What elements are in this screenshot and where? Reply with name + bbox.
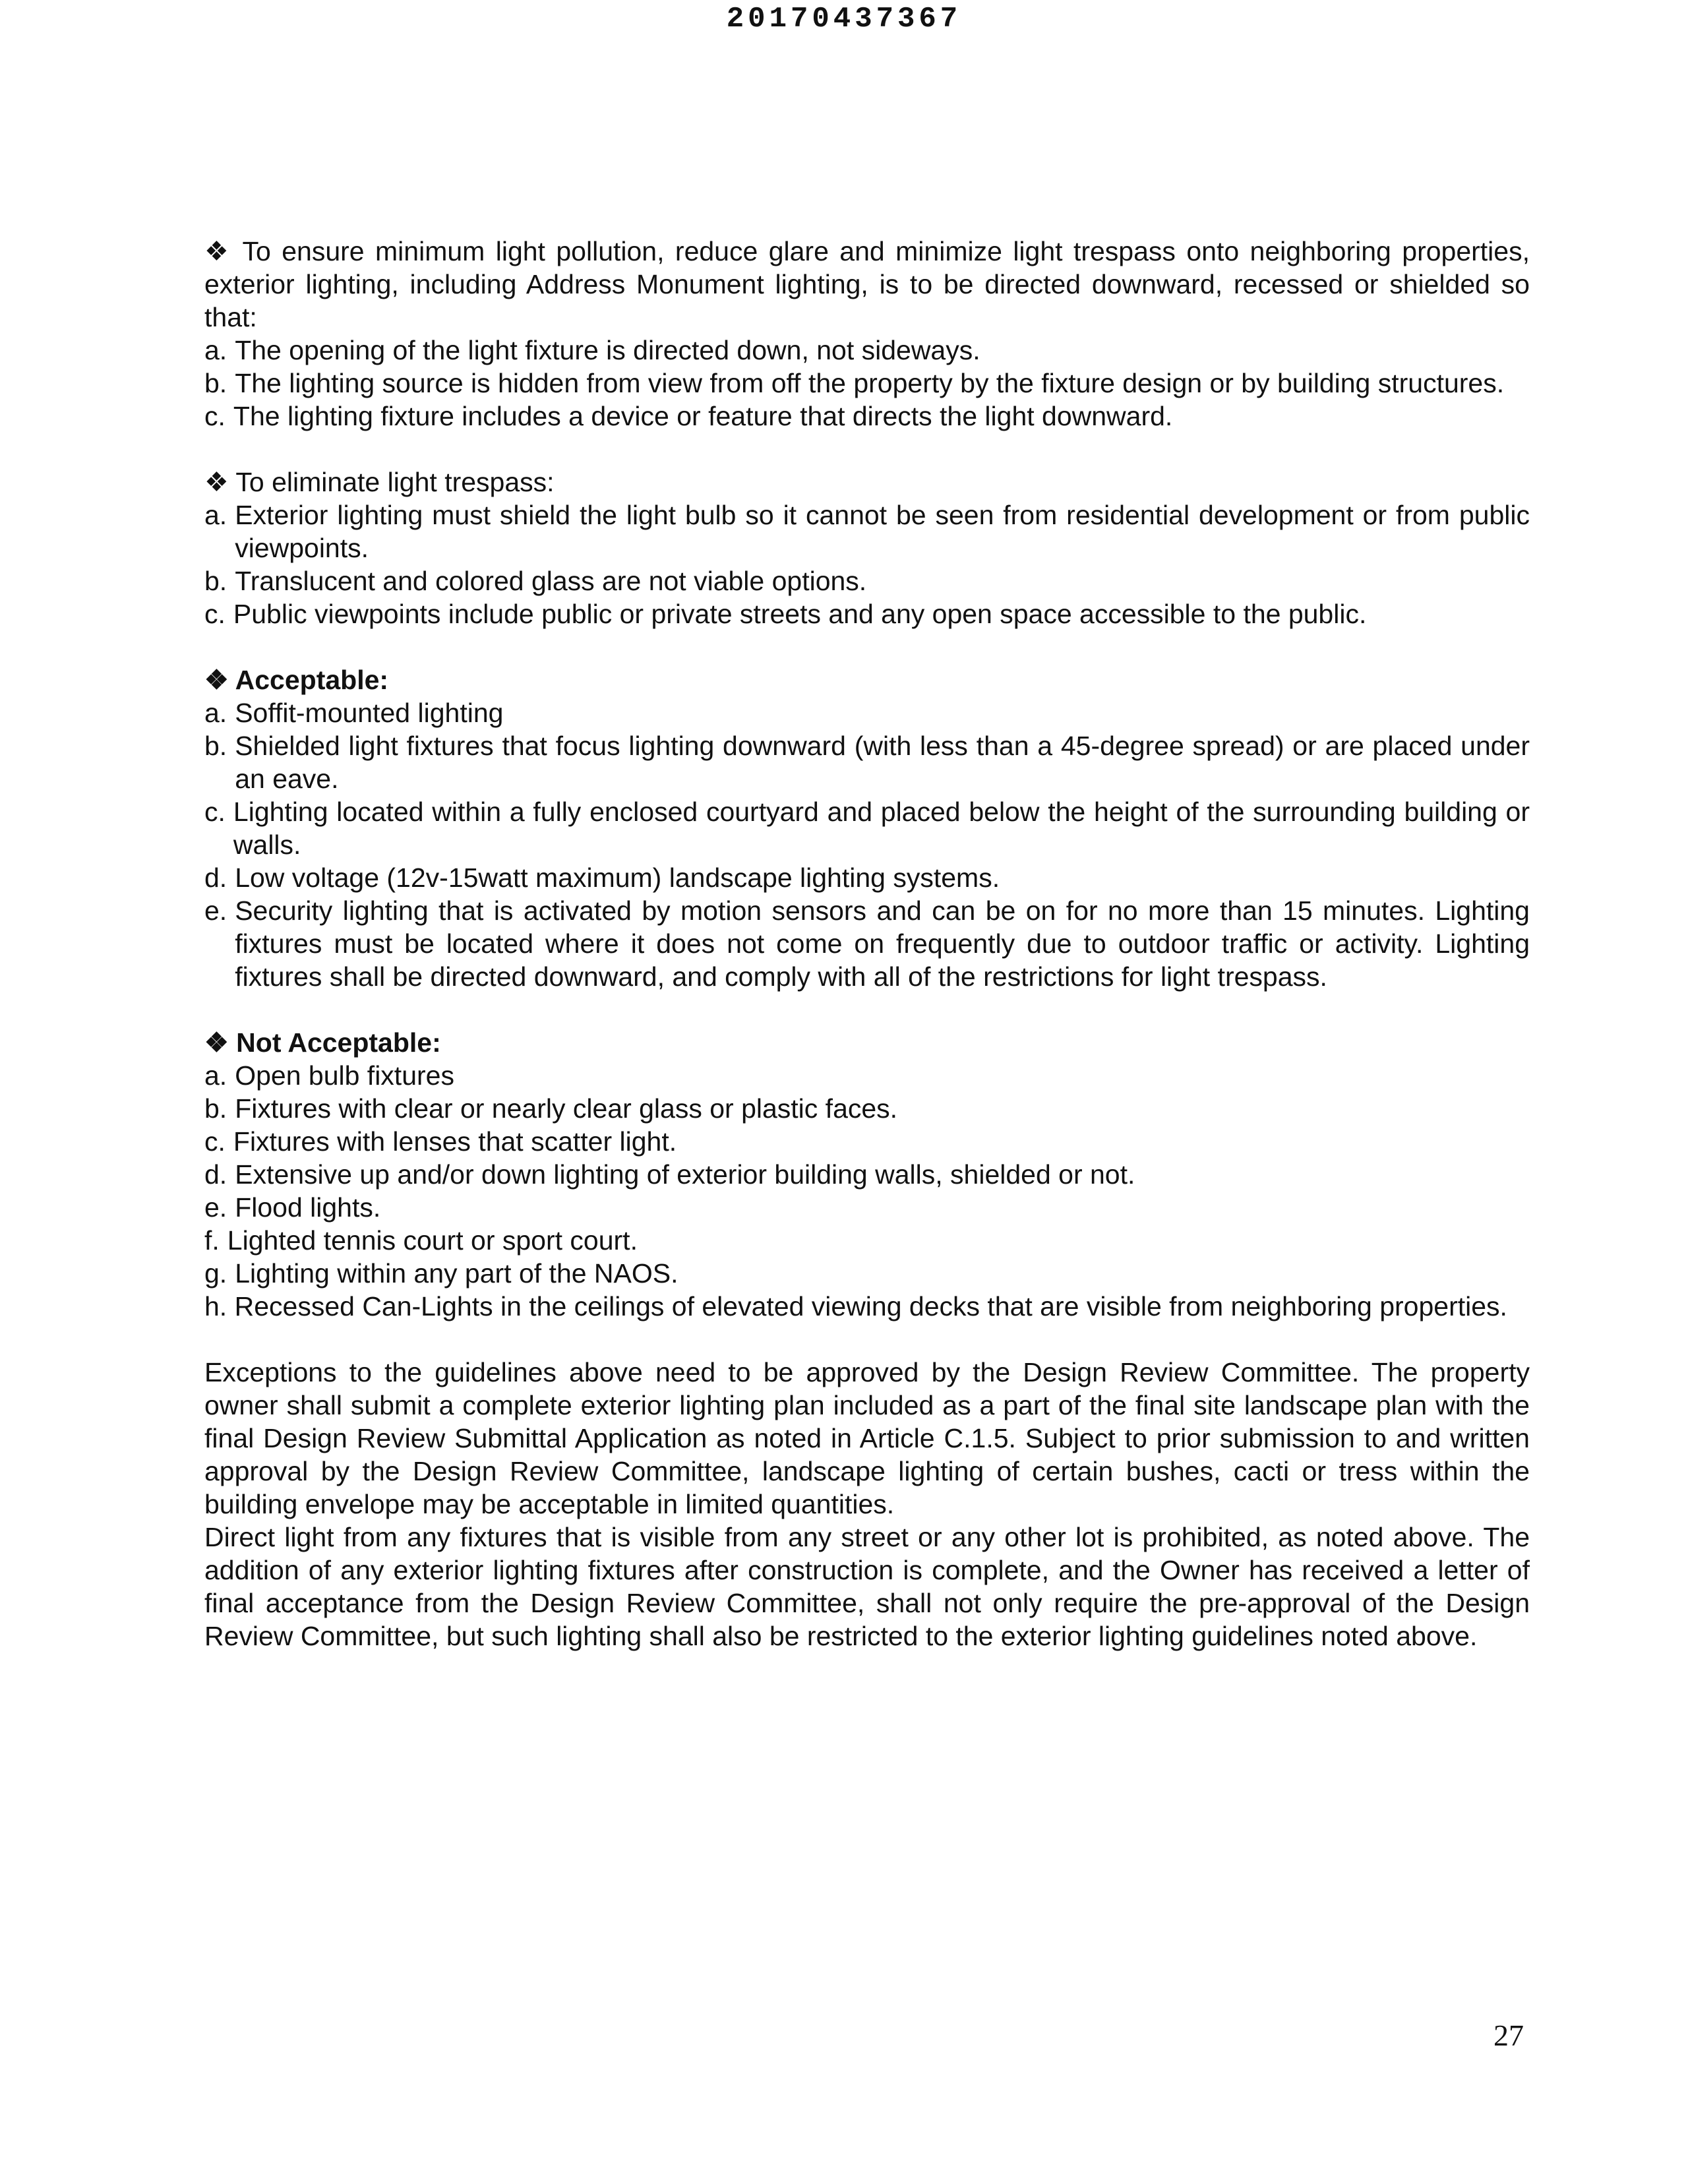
not-acceptable-section xyxy=(204,1026,1530,1323)
list-item-text: Shielded light fixtures that focus lighting downward (with less than a 45-degree spread) or are placed under an eave. xyxy=(235,731,1530,794)
list-item xyxy=(204,1092,1530,1125)
exceptions-section xyxy=(204,1356,1530,1653)
direct-light-paragraph: Direct light from any fixtures that is visible from any street or any other lot is prohibited, as noted above. The addition of any exterior lighting fixtures after construction is complete, and the Owner has received a letter of final acceptance from the Design Review Committee, shall not only require the pre-approval of the Design Review Committee, but such lighting shall also be restricted to the exterior lighting guidelines noted above. xyxy=(204,1522,1530,1651)
diamond-bullet-icon: ❖ xyxy=(204,665,229,695)
list-item xyxy=(204,1191,1530,1224)
list-item-text: Open bulb fixtures xyxy=(235,1060,454,1091)
list-item-text: The lighting source is hidden from view from off the property by the fixture design or by building structures. xyxy=(235,368,1505,398)
list-item xyxy=(204,729,1530,795)
list-item-text: Security lighting that is activated by motion sensors and can be on for no more than 15 minutes. Lighting fixtures must be located where it does not come on frequently due to outdoor traffic or activity. Lighting fixtures shall be directed downward, and comply with all of the restrictions for light trespass. xyxy=(235,895,1530,992)
list-item-letter: c. xyxy=(204,1126,226,1157)
list-item-text: Lighting within any part of the NAOS. xyxy=(235,1258,678,1289)
list-item-letter: d. xyxy=(204,1159,227,1190)
list-item xyxy=(204,1257,1530,1290)
list-item xyxy=(204,696,1530,729)
list-item-text: Lighted tennis court or sport court. xyxy=(227,1225,638,1256)
light-trespass-intro-text: To eliminate light trespass: xyxy=(235,467,555,497)
list-item-text: Extensive up and/or down lighting of exterior building walls, shielded or not. xyxy=(235,1159,1135,1190)
list-item-letter: e. xyxy=(204,895,227,926)
list-item-text: Flood lights. xyxy=(235,1192,381,1223)
list-item-letter: e. xyxy=(204,1192,227,1223)
acceptable-heading xyxy=(204,663,1530,696)
acceptable-heading-text: Acceptable: xyxy=(235,665,389,695)
not-acceptable-heading-text: Not Acceptable: xyxy=(236,1027,441,1058)
light-pollution-intro-text: To ensure minimum light pollution, reduce glare and minimize light trespass onto neighboring properties, exterior lighting, including Address Monument lighting, is to be directed downward, recessed or shielded so that: xyxy=(204,236,1530,332)
list-item-letter: b. xyxy=(204,566,227,596)
list-item-text: The opening of the light fixture is directed down, not sideways. xyxy=(235,335,980,365)
list-item xyxy=(204,1290,1530,1323)
list-item-letter: h. xyxy=(204,1291,227,1321)
list-item-letter: c. xyxy=(204,797,226,827)
list-item-text: Translucent and colored glass are not viable options. xyxy=(235,566,867,596)
list-item-text: Fixtures with lenses that scatter light. xyxy=(233,1126,677,1157)
list-item-letter: c. xyxy=(204,599,226,629)
list-item-text: Low voltage (12v-15watt maximum) landscape lighting systems. xyxy=(235,863,1000,893)
list-item-letter: d. xyxy=(204,863,227,893)
list-item-text: Recessed Can-Lights in the ceilings of elevated viewing decks that are visible from neighboring properties. xyxy=(234,1291,1507,1321)
acceptable-section xyxy=(204,663,1530,993)
light-pollution-section xyxy=(204,235,1530,433)
list-item-letter: a. xyxy=(204,500,227,530)
list-item xyxy=(204,1158,1530,1191)
list-item-letter: b. xyxy=(204,1093,227,1124)
list-item-letter: b. xyxy=(204,731,227,761)
list-item-letter: b. xyxy=(204,368,227,398)
document-number: 20170437367 xyxy=(726,3,962,36)
list-item-text: Lighting located within a fully enclosed courtyard and placed below the height of the surrounding building or walls. xyxy=(233,797,1530,860)
list-item xyxy=(204,367,1530,400)
list-item-text: Exterior lighting must shield the light bulb so it cannot be seen from residential development or from public viewpoints. xyxy=(235,500,1530,563)
list-item xyxy=(204,564,1530,597)
list-item-text: Public viewpoints include public or private streets and any open space accessible to the public. xyxy=(233,599,1367,629)
diamond-bullet-icon: ❖ xyxy=(204,467,229,497)
light-pollution-intro xyxy=(204,235,1530,334)
list-item xyxy=(204,400,1530,433)
list-item xyxy=(204,597,1530,630)
list-item-letter: c. xyxy=(204,401,226,431)
page-content xyxy=(204,235,1530,1653)
list-item xyxy=(204,334,1530,367)
diamond-bullet-icon: ❖ xyxy=(204,236,232,266)
list-item-letter: f. xyxy=(204,1225,220,1256)
list-item xyxy=(204,894,1530,993)
list-item-text: Fixtures with clear or nearly clear glass or plastic faces. xyxy=(235,1093,898,1124)
list-item xyxy=(204,795,1530,861)
light-trespass-section xyxy=(204,466,1530,630)
list-item xyxy=(204,861,1530,894)
page-number: 27 xyxy=(1493,2018,1524,2052)
list-item xyxy=(204,1125,1530,1158)
list-item-text: The lighting fixture includes a device or feature that directs the light downward. xyxy=(233,401,1173,431)
list-item xyxy=(204,1059,1530,1092)
not-acceptable-heading xyxy=(204,1026,1530,1059)
list-item-text: Soffit-mounted lighting xyxy=(235,698,504,728)
list-item-letter: a. xyxy=(204,1060,227,1091)
light-trespass-intro xyxy=(204,466,1530,499)
list-item-letter: g. xyxy=(204,1258,227,1289)
diamond-bullet-icon: ❖ xyxy=(204,1027,229,1058)
list-item-letter: a. xyxy=(204,698,227,728)
list-item-letter: a. xyxy=(204,335,227,365)
list-item xyxy=(204,499,1530,564)
exceptions-paragraph: Exceptions to the guidelines above need to be approved by the Design Review Committee. The property owner shall submit a complete exterior lighting plan included as a part of the final site landscape plan with the final Design Review Submittal Application as noted in Article C.1.5. Subject to prior submission to and written approval by the Design Review Committee, landscape lighting of certain bushes, cacti or tress within the building envelope may be acceptable in limited quantities. xyxy=(204,1357,1530,1519)
list-item xyxy=(204,1224,1530,1257)
